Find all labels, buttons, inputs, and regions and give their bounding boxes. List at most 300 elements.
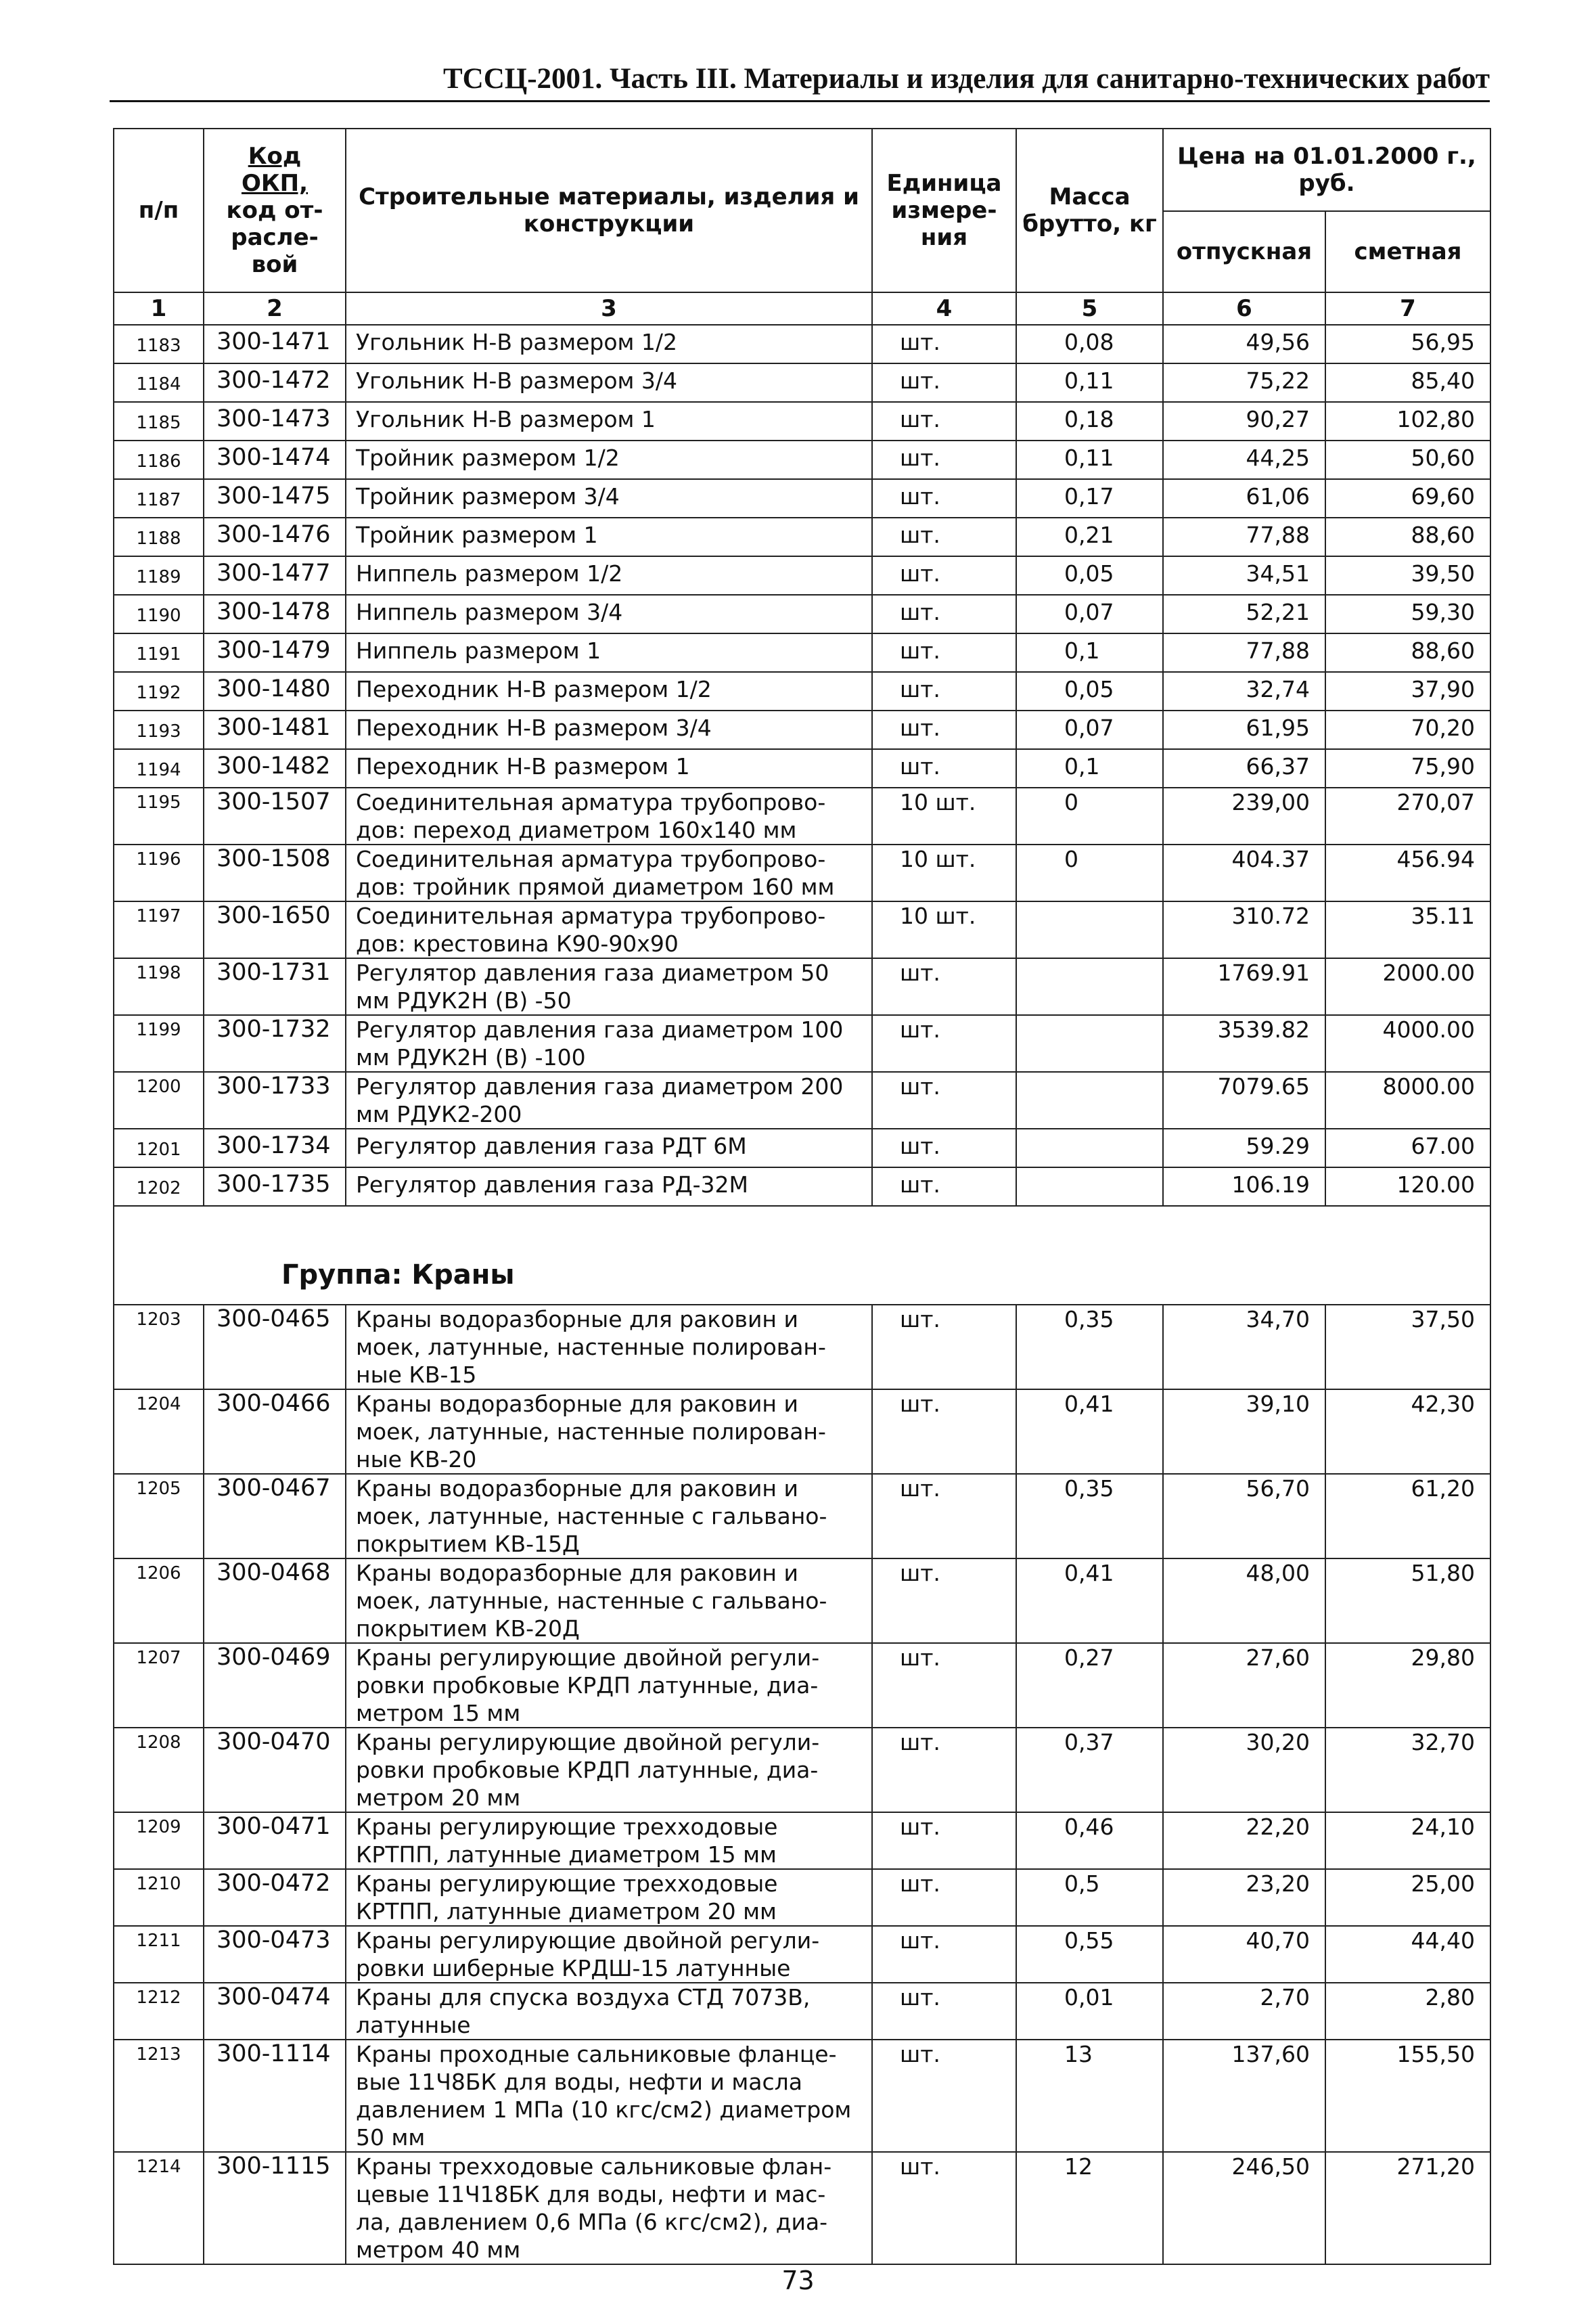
row-mass [1016, 1129, 1163, 1167]
row-name-line: моек, латунные, настенные полирован- [356, 1334, 826, 1360]
row-name [346, 1072, 872, 1129]
row-price-estimate: 155,50 [1325, 2040, 1490, 2152]
row-number: 1213 [114, 2040, 204, 2152]
col-header-code-l5: вой [251, 251, 298, 278]
header-rule [110, 100, 1490, 102]
row-code: 300-1476 [204, 518, 346, 556]
row-price-release: 27,60 [1163, 1643, 1325, 1728]
row-number: 1203 [114, 1305, 204, 1389]
row-price-release: 75,22 [1163, 363, 1325, 402]
row-name-line: ровки пробковые КРДП латунные, диа- [356, 1757, 819, 1783]
row-price-release: 34,51 [1163, 556, 1325, 595]
row-number: 1204 [114, 1389, 204, 1474]
row-name [346, 633, 872, 672]
row-unit: шт. [872, 1474, 1016, 1558]
row-price-estimate: 120.00 [1325, 1167, 1490, 1206]
row-code: 300-1479 [204, 633, 346, 672]
row-unit: шт. [872, 1983, 1016, 2040]
row-price-release: 49,56 [1163, 325, 1325, 363]
row-name-line: Тройник размером 1 [356, 522, 598, 548]
row-price-estimate: 39,50 [1325, 556, 1490, 595]
group-spacer [114, 1206, 204, 1305]
table-row [114, 1129, 1490, 1167]
row-mass: 0,27 [1016, 1643, 1163, 1728]
column-number: 2 [204, 292, 346, 325]
row-code: 300-1472 [204, 363, 346, 402]
row-mass: 0,35 [1016, 1474, 1163, 1558]
row-unit: шт. [872, 958, 1016, 1015]
row-price-release: 106.19 [1163, 1167, 1325, 1206]
row-price-release: 77,88 [1163, 518, 1325, 556]
row-price-release: 34,70 [1163, 1305, 1325, 1389]
row-name-line: вые 11Ч8БК для воды, нефти и масла [356, 2069, 802, 2095]
row-mass: 0,41 [1016, 1389, 1163, 1474]
row-price-estimate: 271,20 [1325, 2152, 1490, 2264]
row-name-line: моек, латунные, настенные с гальвано- [356, 1588, 827, 1614]
row-mass: 0,07 [1016, 711, 1163, 749]
row-number: 1207 [114, 1643, 204, 1728]
row-code: 300-1478 [204, 595, 346, 633]
row-price-estimate: 61,20 [1325, 1474, 1490, 1558]
row-name-line: латунные [356, 2012, 471, 2038]
row-unit: 10 шт. [872, 788, 1016, 845]
row-name-line: Краны трехходовые сальниковые флан- [356, 2153, 832, 2180]
page-number: 73 [781, 2266, 815, 2295]
row-mass: 0,37 [1016, 1728, 1163, 1812]
row-name-line: Соединительная арматура трубопрово- [356, 789, 826, 815]
row-mass: 0,55 [1016, 1926, 1163, 1983]
row-name-line: Ниппель размером 1/2 [356, 560, 623, 587]
row-unit: шт. [872, 441, 1016, 479]
row-price-estimate: 37,50 [1325, 1305, 1490, 1389]
row-name [346, 788, 872, 845]
column-number: 5 [1016, 292, 1163, 325]
row-unit: 10 шт. [872, 901, 1016, 958]
row-price-release: 61,95 [1163, 711, 1325, 749]
row-mass: 0,1 [1016, 633, 1163, 672]
row-price-release: 310.72 [1163, 901, 1325, 958]
row-name-line: Соединительная арматура трубопрово- [356, 903, 826, 929]
col-header-mass: Масса брутто, кг [1016, 129, 1163, 292]
row-code: 300-0467 [204, 1474, 346, 1558]
row-mass [1016, 1015, 1163, 1072]
row-mass: 0,1 [1016, 749, 1163, 788]
row-number: 1185 [114, 402, 204, 441]
row-code: 300-1508 [204, 845, 346, 901]
row-code: 300-1732 [204, 1015, 346, 1072]
row-unit: шт. [872, 363, 1016, 402]
row-name-line: ровки шиберные КРДШ-15 латунные [356, 1955, 791, 1981]
row-price-estimate: 35.11 [1325, 901, 1490, 958]
row-unit: шт. [872, 749, 1016, 788]
row-code: 300-1733 [204, 1072, 346, 1129]
row-name-line: Переходник Н-В размером 3/4 [356, 715, 712, 741]
row-name [346, 1129, 872, 1167]
row-number: 1183 [114, 325, 204, 363]
row-code: 300-0470 [204, 1728, 346, 1812]
table-row [114, 1389, 1490, 1474]
row-name-line: ла, давлением 0,6 МПа (6 кгс/см2), диа- [356, 2209, 828, 2235]
row-unit: шт. [872, 2152, 1016, 2264]
row-price-estimate: 85,40 [1325, 363, 1490, 402]
row-price-estimate: 8000.00 [1325, 1072, 1490, 1129]
row-price-release: 23,20 [1163, 1869, 1325, 1926]
table-row [114, 556, 1490, 595]
row-number: 1198 [114, 958, 204, 1015]
row-name-line: покрытием КВ-15Д [356, 1531, 580, 1557]
row-number: 1202 [114, 1167, 204, 1206]
row-number: 1211 [114, 1926, 204, 1983]
row-price-release: 137,60 [1163, 2040, 1325, 2152]
row-unit: шт. [872, 325, 1016, 363]
row-name [346, 402, 872, 441]
row-name [346, 1728, 872, 1812]
table-row [114, 325, 1490, 363]
row-name [346, 1926, 872, 1983]
row-number: 1194 [114, 749, 204, 788]
table-row [114, 672, 1490, 711]
row-mass: 0,41 [1016, 1558, 1163, 1643]
row-unit: шт. [872, 556, 1016, 595]
row-unit: шт. [872, 402, 1016, 441]
table-row [114, 1167, 1490, 1206]
row-price-estimate: 88,60 [1325, 633, 1490, 672]
row-name-line: Регулятор давления газа РДТ 6М [356, 1133, 747, 1159]
table-row [114, 402, 1490, 441]
row-name [346, 1983, 872, 2040]
table-row [114, 2040, 1490, 2152]
row-unit: шт. [872, 518, 1016, 556]
row-mass: 0,46 [1016, 1812, 1163, 1869]
row-name-line: Тройник размером 1/2 [356, 445, 620, 471]
row-price-estimate: 59,30 [1325, 595, 1490, 633]
row-name-line: Краны водоразборные для раковин и [356, 1475, 798, 1502]
row-price-estimate: 67.00 [1325, 1129, 1490, 1167]
row-mass: 0,05 [1016, 556, 1163, 595]
row-price-estimate: 44,40 [1325, 1926, 1490, 1983]
row-unit: шт. [872, 1926, 1016, 1983]
row-name-line: метром 20 мм [356, 1784, 521, 1811]
row-mass [1016, 958, 1163, 1015]
table-row [114, 845, 1490, 901]
row-name [346, 1389, 872, 1474]
column-number: 4 [872, 292, 1016, 325]
table-row [114, 749, 1490, 788]
row-number: 1189 [114, 556, 204, 595]
row-number: 1186 [114, 441, 204, 479]
row-price-release: 39,10 [1163, 1389, 1325, 1474]
table-row [114, 1474, 1490, 1558]
row-code: 300-1474 [204, 441, 346, 479]
row-code: 300-0474 [204, 1983, 346, 2040]
row-name [346, 441, 872, 479]
row-number: 1193 [114, 711, 204, 749]
row-price-estimate: 25,00 [1325, 1869, 1490, 1926]
row-unit: шт. [872, 2040, 1016, 2152]
table-row [114, 1015, 1490, 1072]
row-price-estimate: 270,07 [1325, 788, 1490, 845]
table-row [114, 633, 1490, 672]
row-mass [1016, 1072, 1163, 1129]
row-price-release: 56,70 [1163, 1474, 1325, 1558]
row-mass [1016, 1167, 1163, 1206]
row-price-release: 22,20 [1163, 1812, 1325, 1869]
row-name-line: Соединительная арматура трубопрово- [356, 846, 826, 872]
column-numbers-row [114, 292, 1490, 325]
row-price-estimate: 29,80 [1325, 1643, 1490, 1728]
row-price-release: 48,00 [1163, 1558, 1325, 1643]
row-name [346, 901, 872, 958]
row-name-line: Регулятор давления газа диаметром 100 [356, 1016, 844, 1043]
table-row [114, 595, 1490, 633]
row-name [346, 1167, 872, 1206]
row-price-estimate: 4000.00 [1325, 1015, 1490, 1072]
col-header-unit: Единица измере-ния [872, 129, 1016, 292]
col-header-code-l1: Код [248, 143, 302, 170]
row-code: 300-0469 [204, 1643, 346, 1728]
row-number: 1200 [114, 1072, 204, 1129]
running-header: ТССЦ-2001. Часть III. Материалы и изделия для санитарно-технических работ [442, 63, 1490, 95]
row-name-line: покрытием КВ-20Д [356, 1615, 580, 1642]
row-name-line: ные КВ-15 [356, 1362, 477, 1388]
table-row [114, 479, 1490, 518]
row-mass: 0,18 [1016, 402, 1163, 441]
row-mass: 0,08 [1016, 325, 1163, 363]
row-name [346, 595, 872, 633]
row-name-line: Переходник Н-В размером 1 [356, 753, 690, 780]
row-name-line: Краны водоразборные для раковин и [356, 1560, 798, 1586]
table-row [114, 1728, 1490, 1812]
row-price-release: 1769.91 [1163, 958, 1325, 1015]
row-number: 1214 [114, 2152, 204, 2264]
row-price-release: 61,06 [1163, 479, 1325, 518]
row-name-line: Краны регулирующие двойной регули- [356, 1729, 820, 1755]
row-name-line: Краны регулирующие трехходовые [356, 1870, 778, 1897]
row-price-estimate: 56,95 [1325, 325, 1490, 363]
table-row [114, 958, 1490, 1015]
row-code: 300-1114 [204, 2040, 346, 2152]
row-price-release: 3539.82 [1163, 1015, 1325, 1072]
row-number: 1210 [114, 1869, 204, 1926]
row-name-line: метром 40 мм [356, 2237, 521, 2263]
row-code: 300-1731 [204, 958, 346, 1015]
row-mass: 0,11 [1016, 441, 1163, 479]
row-name-line: Краны регулирующие двойной регули- [356, 1644, 820, 1671]
row-unit: шт. [872, 633, 1016, 672]
row-number: 1196 [114, 845, 204, 901]
row-name [346, 363, 872, 402]
row-name [346, 845, 872, 901]
row-code: 300-1507 [204, 788, 346, 845]
row-name [346, 672, 872, 711]
row-price-release: 32,74 [1163, 672, 1325, 711]
row-code: 300-1115 [204, 2152, 346, 2264]
row-code: 300-1475 [204, 479, 346, 518]
column-number: 7 [1325, 292, 1490, 325]
row-name [346, 1812, 872, 1869]
row-name-line: Краны водоразборные для раковин и [356, 1391, 798, 1417]
row-name-line: моек, латунные, настенные с гальвано- [356, 1503, 827, 1529]
row-mass: 0,05 [1016, 672, 1163, 711]
row-number: 1191 [114, 633, 204, 672]
row-name-line: КРТПП, латунные диаметром 20 мм [356, 1898, 777, 1925]
row-mass: 0 [1016, 788, 1163, 845]
row-price-estimate: 70,20 [1325, 711, 1490, 749]
row-price-estimate: 456.94 [1325, 845, 1490, 901]
row-mass: 0,5 [1016, 1869, 1163, 1926]
row-unit: шт. [872, 1305, 1016, 1389]
row-price-release: 246,50 [1163, 2152, 1325, 2264]
row-number: 1205 [114, 1474, 204, 1558]
row-price-estimate: 69,60 [1325, 479, 1490, 518]
row-number: 1195 [114, 788, 204, 845]
row-name-line: метром 15 мм [356, 1700, 521, 1726]
table-row [114, 1812, 1490, 1869]
row-name-line: 50 мм [356, 2124, 426, 2151]
row-name [346, 1558, 872, 1643]
row-name-line: дов: переход диаметром 160х140 мм [356, 817, 797, 843]
materials-table [113, 128, 1491, 2265]
table-row [114, 518, 1490, 556]
row-unit: 10 шт. [872, 845, 1016, 901]
row-name [346, 1869, 872, 1926]
row-price-estimate: 88,60 [1325, 518, 1490, 556]
row-mass: 0,01 [1016, 1983, 1163, 2040]
row-name [346, 2040, 872, 2152]
col-header-price: Цена на 01.01.2000 г., руб. [1163, 129, 1490, 211]
column-number: 3 [346, 292, 872, 325]
row-number: 1187 [114, 479, 204, 518]
row-mass: 0 [1016, 845, 1163, 901]
table-row [114, 711, 1490, 749]
row-price-release: 404.37 [1163, 845, 1325, 901]
row-code: 300-0473 [204, 1926, 346, 1983]
row-name [346, 2152, 872, 2264]
row-price-release: 66,37 [1163, 749, 1325, 788]
row-number: 1184 [114, 363, 204, 402]
row-name-line: ровки пробковые КРДП латунные, диа- [356, 1672, 819, 1699]
row-code: 300-1650 [204, 901, 346, 958]
row-unit: шт. [872, 711, 1016, 749]
row-name-line: дов: тройник прямой диаметром 160 мм [356, 874, 835, 900]
col-header-pp: п/п [114, 129, 204, 292]
table-row [114, 1926, 1490, 1983]
row-unit: шт. [872, 1072, 1016, 1129]
table-row [114, 788, 1490, 845]
row-code: 300-0466 [204, 1389, 346, 1474]
table-body [114, 292, 1490, 2264]
row-code: 300-1473 [204, 402, 346, 441]
row-number: 1201 [114, 1129, 204, 1167]
col-header-price-estimate: сметная [1325, 211, 1490, 292]
group-label: Группа: Краны [204, 1206, 1490, 1305]
row-price-estimate: 50,60 [1325, 441, 1490, 479]
row-code: 300-1480 [204, 672, 346, 711]
row-name-line: Краны водоразборные для раковин и [356, 1306, 798, 1332]
row-code: 300-1471 [204, 325, 346, 363]
row-unit: шт. [872, 479, 1016, 518]
row-price-estimate: 42,30 [1325, 1389, 1490, 1474]
row-name-line: Краны регулирующие двойной регули- [356, 1927, 820, 1954]
row-name-line: Краны проходные сальниковые фланце- [356, 2041, 837, 2067]
row-number: 1188 [114, 518, 204, 556]
row-unit: шт. [872, 1643, 1016, 1728]
row-price-estimate: 102,80 [1325, 402, 1490, 441]
row-name [346, 1015, 872, 1072]
row-mass: 0,35 [1016, 1305, 1163, 1389]
row-price-estimate: 51,80 [1325, 1558, 1490, 1643]
row-price-estimate: 2000.00 [1325, 958, 1490, 1015]
col-header-name: Строительные материалы, изделия и конструкции [346, 129, 872, 292]
row-code: 300-1481 [204, 711, 346, 749]
col-header-code-l3: код от- [226, 197, 323, 224]
row-code: 300-1482 [204, 749, 346, 788]
row-name [346, 1474, 872, 1558]
col-header-code-l4: расле- [231, 224, 319, 251]
row-price-estimate: 2,80 [1325, 1983, 1490, 2040]
row-name-line: Регулятор давления газа диаметром 200 [356, 1073, 844, 1100]
row-price-release: 77,88 [1163, 633, 1325, 672]
row-name-line: мм РДУК2Н (В) -100 [356, 1044, 586, 1071]
row-number: 1199 [114, 1015, 204, 1072]
row-name-line: мм РДУК2-200 [356, 1101, 522, 1127]
col-header-code [204, 129, 346, 292]
table-row [114, 2152, 1490, 2264]
row-code: 300-1477 [204, 556, 346, 595]
table-row [114, 441, 1490, 479]
row-unit: шт. [872, 1015, 1016, 1072]
row-name-line: дов: крестовина К90-90х90 [356, 930, 679, 957]
row-price-release: 59.29 [1163, 1129, 1325, 1167]
row-name-line: КРТПП, латунные диаметром 15 мм [356, 1841, 777, 1868]
row-name-line: ные КВ-20 [356, 1446, 477, 1473]
row-name [346, 325, 872, 363]
row-unit: шт. [872, 1389, 1016, 1474]
row-price-release: 44,25 [1163, 441, 1325, 479]
col-header-code-l2: ОКП, [241, 170, 309, 197]
row-name-line: Регулятор давления газа диаметром 50 [356, 960, 829, 986]
row-unit: шт. [872, 1728, 1016, 1812]
row-name-line: Краны регулирующие трехходовые [356, 1814, 778, 1840]
row-name [346, 711, 872, 749]
row-number: 1209 [114, 1812, 204, 1869]
row-code: 300-0471 [204, 1812, 346, 1869]
row-unit: шт. [872, 595, 1016, 633]
row-price-estimate: 75,90 [1325, 749, 1490, 788]
row-name-line: Ниппель размером 3/4 [356, 599, 623, 625]
row-unit: шт. [872, 1167, 1016, 1206]
row-code: 300-0472 [204, 1869, 346, 1926]
row-name-line: давлением 1 МПа (10 кгс/см2) диаметром [356, 2096, 852, 2123]
row-name [346, 479, 872, 518]
row-mass: 0,11 [1016, 363, 1163, 402]
row-unit: шт. [872, 672, 1016, 711]
row-name-line: мм РДУК2Н (В) -50 [356, 987, 572, 1014]
row-price-estimate: 32,70 [1325, 1728, 1490, 1812]
column-number: 6 [1163, 292, 1325, 325]
row-code: 300-1734 [204, 1129, 346, 1167]
row-name-line: Переходник Н-В размером 1/2 [356, 676, 712, 702]
row-name [346, 1643, 872, 1728]
row-name [346, 556, 872, 595]
row-name-line: Тройник размером 3/4 [356, 483, 620, 510]
row-name-line: Угольник Н-В размером 1/2 [356, 329, 678, 355]
table-row [114, 901, 1490, 958]
row-price-release: 90,27 [1163, 402, 1325, 441]
row-number: 1212 [114, 1983, 204, 2040]
group-row [114, 1206, 1490, 1305]
row-name [346, 518, 872, 556]
